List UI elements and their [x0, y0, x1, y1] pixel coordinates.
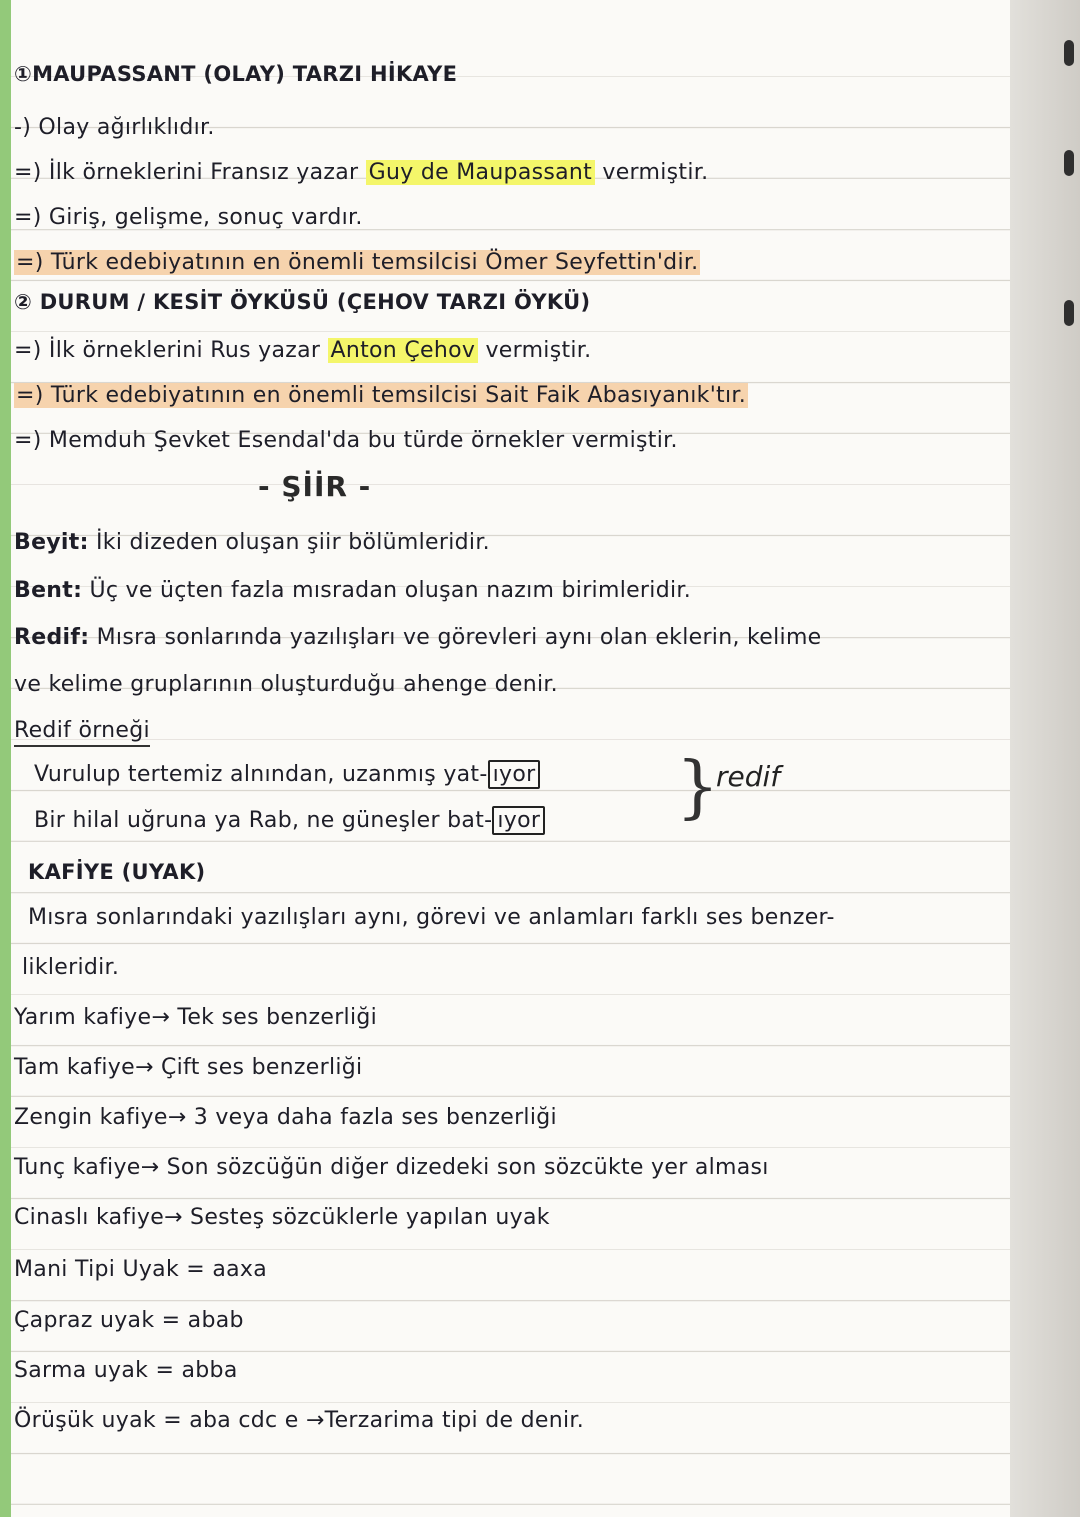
verse-2-suffix: ıyor	[492, 806, 545, 835]
uyak-type-mani: Mani Tipi Uyak = aaxa	[14, 1257, 267, 1282]
highlight-omer-seyfettin: =) Türk edebiyatının en önemli temsilcisi Ömer Seyfettin'dir.	[16, 250, 699, 275]
kafiye-type-tam: Tam kafiye→ Çift ses benzerliği	[14, 1055, 363, 1080]
verse-2-text: Bir hilal uğruna ya Rab, ne güneşler bat-	[34, 808, 493, 833]
uyak-type-sarma: Sarma uyak = abba	[14, 1358, 238, 1383]
durum-line-1	[14, 338, 591, 363]
redif-def-2: ve kelime gruplarının oluşturduğu ahenge denir.	[14, 672, 558, 697]
durum-heading: ② DURUM / KESİT ÖYKÜSÜ (ÇEHOV TARZI ÖYKÜ)	[14, 290, 591, 314]
maupassant-line-2	[14, 160, 708, 185]
highlight-sait-faik: =) Türk edebiyatının en önemli temsilcisi Sait Faik Abasıyanık'tır.	[16, 383, 747, 408]
maupassant-line-2-start: =) İlk örneklerini Fransız yazar	[14, 160, 359, 185]
binding-ring	[1064, 150, 1074, 176]
bent-def: Üç ve üçten fazla mısradan oluşan nazım birimleridir.	[89, 578, 691, 603]
kafiye-type-tunc: Tunç kafiye→ Son sözcüğün diğer dizedeki son sözcükte yer alması	[14, 1155, 769, 1180]
verse-line-1	[34, 762, 540, 787]
maupassant-heading: ①MAUPASSANT (OLAY) TARZI HİKAYE	[14, 62, 458, 86]
durum-line-1-end: vermiştir.	[485, 338, 592, 363]
uyak-type-capraz: Çapraz uyak = abab	[14, 1308, 244, 1333]
redif-term: Redif:	[14, 625, 90, 650]
kafiye-def-1: Mısra sonlarındaki yazılışları aynı, görevi ve anlamları farklı ses benzer-	[28, 905, 835, 930]
beyit-definition	[14, 530, 490, 555]
redif-example-title-text: Redif örneği	[14, 718, 150, 747]
bent-definition	[14, 578, 691, 603]
durum-line-1-start: =) İlk örneklerini Rus yazar	[14, 338, 321, 363]
highlight-maupassant: Guy de Maupassant	[366, 160, 595, 185]
siir-title: - ŞİİR -	[258, 470, 372, 503]
bent-term: Bent:	[14, 578, 83, 603]
verse-1-text: Vurulup tertemiz alnından, uzanmış yat-	[34, 762, 488, 787]
notebook-binding	[1010, 0, 1080, 1517]
binding-ring	[1064, 40, 1074, 66]
beyit-def: İki dizeden oluşan şiir bölümleridir.	[95, 530, 490, 555]
maupassant-line-4	[14, 250, 700, 275]
redif-note: redif	[716, 760, 781, 793]
green-margin-strip	[0, 0, 11, 1517]
highlight-cehov: Anton Çehov	[328, 338, 479, 363]
maupassant-line-3: =) Giriş, gelişme, sonuç vardır.	[14, 205, 363, 230]
kafiye-type-yarim: Yarım kafiye→ Tek ses benzerliği	[14, 1005, 378, 1030]
uyak-type-orusuk: Örüşük uyak = aba cdc e →Terzarima tipi de denir.	[14, 1408, 585, 1433]
kafiye-type-zengin: Zengin kafiye→ 3 veya daha fazla ses benzerliği	[14, 1105, 557, 1130]
durum-line-2	[14, 383, 748, 408]
redif-brace: }	[676, 748, 720, 827]
redif-example-title	[14, 718, 150, 743]
durum-line-3: =) Memduh Şevket Esendal'da bu türde örnekler vermiştir.	[14, 428, 678, 453]
redif-definition	[14, 625, 822, 650]
maupassant-line-1: -) Olay ağırlıklıdır.	[14, 115, 215, 140]
verse-line-2	[34, 808, 545, 833]
verse-1-suffix: ıyor	[488, 760, 541, 789]
kafiye-type-cinasli: Cinaslı kafiye→ Sesteş sözcüklerle yapılan uyak	[14, 1205, 550, 1230]
beyit-term: Beyit:	[14, 530, 89, 555]
maupassant-line-2-end: vermiştir.	[602, 160, 709, 185]
redif-def-1: Mısra sonlarında yazılışları ve görevleri aynı olan eklerin, kelime	[96, 625, 822, 650]
binding-ring	[1064, 300, 1074, 326]
kafiye-heading: KAFİYE (UYAK)	[28, 860, 206, 884]
kafiye-def-2: likleridir.	[22, 955, 120, 980]
